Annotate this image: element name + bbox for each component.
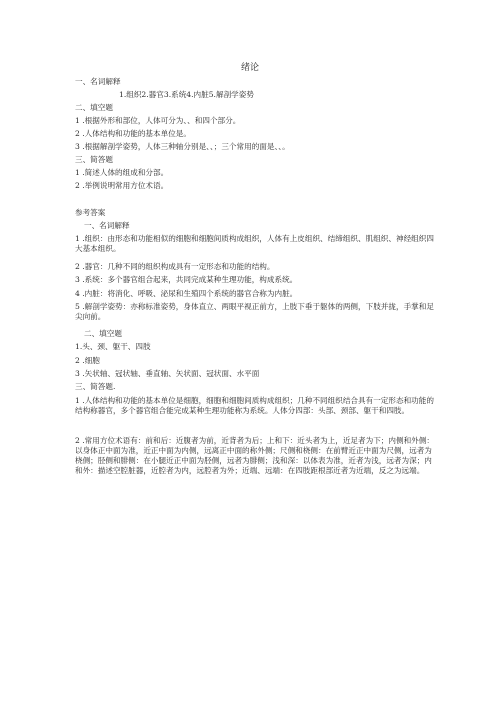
- answers-heading: 参考答案: [75, 208, 106, 217]
- answer-term-5: 5 .解剖学姿势：亦称标准姿势，身体直立、两眼平视正前方，上肢下垂于躯体的两侧，下肢并拢，手掌和足尖向前。: [75, 302, 434, 321]
- answer-term-3: 3 .系统：多个器官组合起来，共同完成某种生理功能，构成系统。: [75, 275, 298, 284]
- answer-term-4: 4 .内脏：将消化、呼吸、泌尿和生殖四个系统的器官合称为内脏。: [75, 289, 298, 298]
- fill-question-1: 1 .根据外形和部位，人体可分为、、和四个部分。: [75, 116, 241, 125]
- section-heading-fill: 二、填空题: [75, 103, 113, 112]
- answer-fill-2: 2 .细胞: [75, 356, 100, 365]
- answers-short-heading: 三、简答题.: [75, 382, 116, 391]
- section-heading-terms: 一、名词解释: [75, 77, 121, 86]
- page-title: 绪论: [240, 63, 259, 73]
- answer-term-1: 1 .组织：由形态和功能相似的细胞和细胞间质构成组织，人体有上皮组织、结缔组织、肌组织、神经组织四大基本组织。: [75, 234, 434, 253]
- answers-terms-heading: 一、名词解释: [84, 221, 130, 230]
- short-question-1: 1 .简述人体的组成和分部。: [75, 168, 169, 177]
- answer-term-2: 2 .器官：几种不同的组织构成具有一定形态和功能的结构。: [75, 262, 275, 271]
- terms-list: 1.组织2.器官3.系统4.内脏5.解剖学姿势: [119, 90, 254, 99]
- fill-question-2: 2 .人体结构和功能的基本单位是。: [75, 129, 191, 138]
- section-heading-short: 三、简答题: [75, 155, 113, 164]
- answer-short-1: 1 .人体结构和功能的基本单位是细胞，细胞和细胞间质构成组织；几种不同组织结合具有一定形态和功能的结构称器官，多个器官组合能完成某种生理功能称为系统。人体分四部：头部、颈部、躯干和四肢。: [75, 396, 434, 415]
- fill-question-3: 3 .根据解剖学姿势，人体三种轴分别是、、；三个常用的面是、、。: [75, 142, 290, 151]
- answer-fill-1: 1.头、颈、躯干、四肢: [75, 342, 151, 351]
- answers-fill-heading: 二、填空题: [84, 329, 122, 338]
- answer-fill-3: 3 .矢状轴、冠状轴、垂直轴、矢状面、冠状面、水平面: [75, 369, 260, 378]
- answer-short-2: 2 .常用方位术语有：前和后：近腹者为前，近背者为后；上和下：近头者为上，近足者为下；内侧和外侧：以身体正中面为准，近正中面为内侧，远离正中面的称外侧；尺侧和桡侧：在前臂近正中面为尺侧，远者为桡侧；胫侧和腓侧：在小腿近正中面为胫侧，远者为腓侧；浅和深：以体表为准，近者为浅，远者为深；内和外：描述空腔脏器，近腔者为内，远腔者为外；近端、远端：在四肢距根部近者为近端，反之为远端。: [75, 436, 434, 475]
- short-question-2: 2 .举例说明常用方位术语。: [75, 181, 169, 190]
